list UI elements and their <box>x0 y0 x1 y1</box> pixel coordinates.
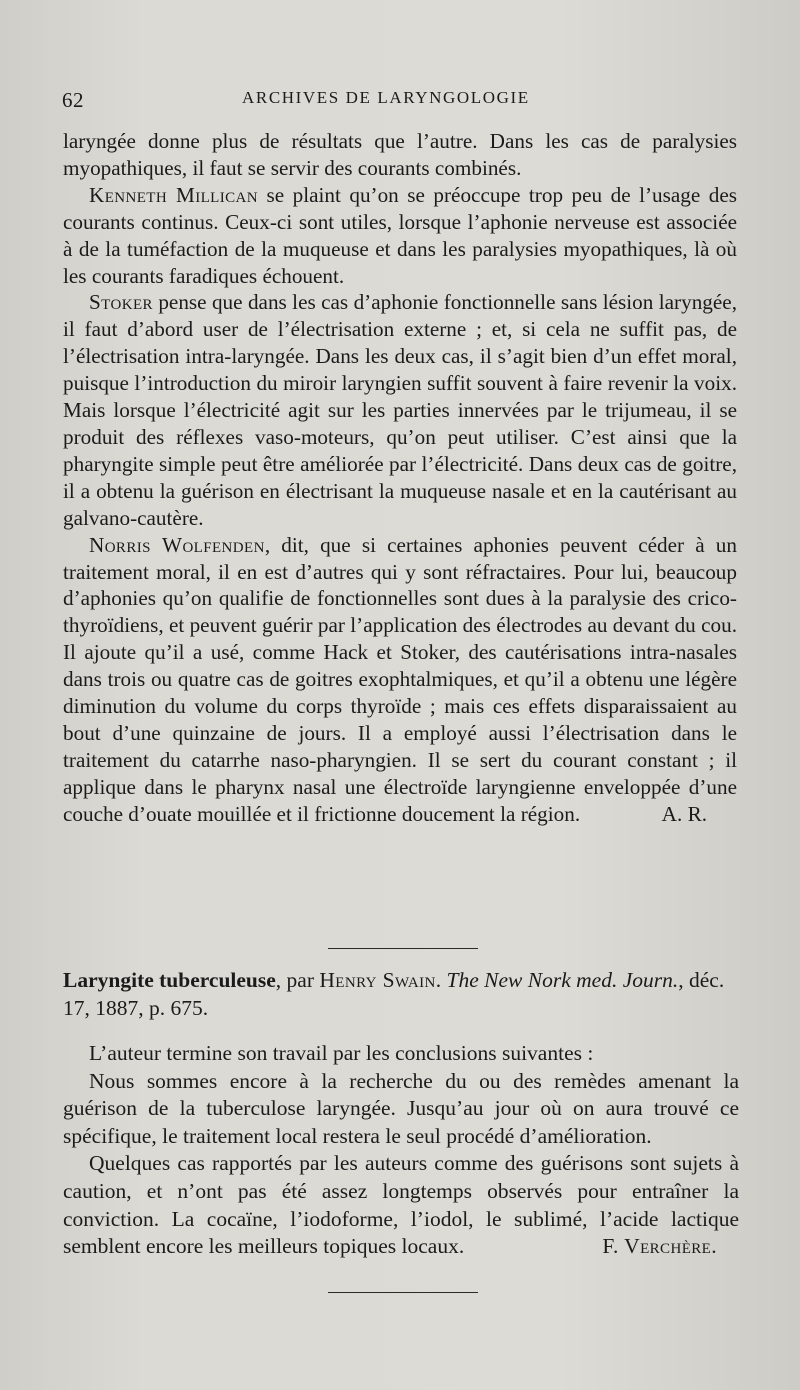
body-text <box>63 128 737 828</box>
review-article <box>63 966 739 1261</box>
article-title: Laryngite tuberculeuse <box>63 968 276 992</box>
paragraph-text: Quelques cas rapportés par les auteurs comme des guérisons sont sujets à caution, et n’ont pas été assez longtemps observés pour entraîner la conviction. La cocaïne, l’iodoforme, l’iodol, le sublimé, l’acide lactique semblent encore les meilleurs topiques locaux. <box>63 1151 739 1259</box>
article-by: , par <box>275 968 320 992</box>
article-heading: Laryngite tuberculeuse, par Henry Swain. The New Nork med. Journ., déc. 17, 1887, p. 675. <box>63 968 725 1020</box>
journal-date: , déc. 17, 1887, p. 675. <box>63 968 725 1020</box>
paragraph-wolfenden <box>63 532 737 828</box>
running-title: ARCHIVES DE LARYNGOLOGIE <box>242 88 530 107</box>
article-paragraph-intro: L’auteur termine son travail par les conclusions suivantes : <box>89 1041 594 1065</box>
paragraph-continuation <box>63 128 737 182</box>
article-paragraph-conclusion-1: Nous sommes encore à la recherche du ou des remèdes amenant la guérison de la tuberculose laryngée. Jusqu’au jour où on aura trouvé ce spécifique, le traitement local restera le seul procédé d’amélioration. <box>63 1068 739 1148</box>
paragraph-text: se plaint qu’on se préoccupe trop peu de l’usage des courants continus. Ceux-ci sont utiles, lorsque l’aphonie nerveuse est associée à de la tuméfaction de la muqueuse et dans les paralysies myopathiques, là où les courants faradiques échouent. <box>63 182 737 288</box>
author-name: Kenneth Millican <box>89 182 258 207</box>
journal-name: The New Nork med. Journ. <box>446 968 679 992</box>
section-divider <box>328 1292 478 1293</box>
article-paragraph-conclusion-2 <box>63 1150 739 1260</box>
author-name: Stoker <box>89 290 153 315</box>
section-divider <box>328 948 478 949</box>
paragraph-millican <box>63 182 737 290</box>
paragraph-text: laryngée donne plus de résultats que l’autre. Dans les cas de paralysies myopathiques, il faut se servir des courants combinés. <box>63 129 737 180</box>
page-number: 62 <box>62 88 84 112</box>
article-author: Henry Swain <box>319 968 436 992</box>
paragraph-text: pense que dans les cas d’aphonie fonctionnelle sans lésion laryngée, il faut d’abord user de l’électrisation externe ; et, si cela ne suffit pas, de l’électrisation intra-laryngée. Dans les deux cas, il s’agit bien d’un effet moral, puisque l’introduction du miroir laryngien suffit souvent à faire revenir la voix. Mais lorsque l’électricité agit sur les parties innervées par le trijumeau, il se produit des réflexes vaso-moteurs, qu’on peut utiliser. C’est ainsi que la pharyngite simple peut être améliorée par l’électricité. Dans deux cas de goitre, il a obtenu la guérison en électrisant la muqueuse nasale et en la cautérisant au galvano-cautère. <box>63 290 737 530</box>
signature-verchere: F. Verchère. <box>602 1234 717 1259</box>
page-header <box>62 84 742 114</box>
paragraph-stoker <box>63 289 737 531</box>
signature-initials: A. R. <box>661 801 707 826</box>
author-name: Norris Wolfenden <box>89 532 265 557</box>
paragraph-text: , dit, que si certaines aphonies peuvent céder à un traitement moral, il en est d’autres qui y sont réfractaires. Pour lui, beaucoup d’aphonies qu’on qualifie de fonctionnelles sont dues à la paralysie des crico-thyroïdiens, et peuvent guérir par l’application des électrodes au devant du cou. Il ajoute qu’il a usé, comme Hack et Stoker, des cautérisations intra-nasales dans trois ou quatre cas de goitres exophtalmiques, et qu’il a obtenu une légère diminution du volume du corps thyroïde ; mais ces effets disparaissaient au bout d’une quinzaine de jours. Il a employé aussi l’électrisation dans le traitement du catarrhe naso-pharyngien. Il se sert du courant constant ; il applique dans le pharynx nasal une électroïde laryngienne enveloppée d’une couche d’ouate mouillée et il frictionne doucement la région. <box>63 532 737 826</box>
